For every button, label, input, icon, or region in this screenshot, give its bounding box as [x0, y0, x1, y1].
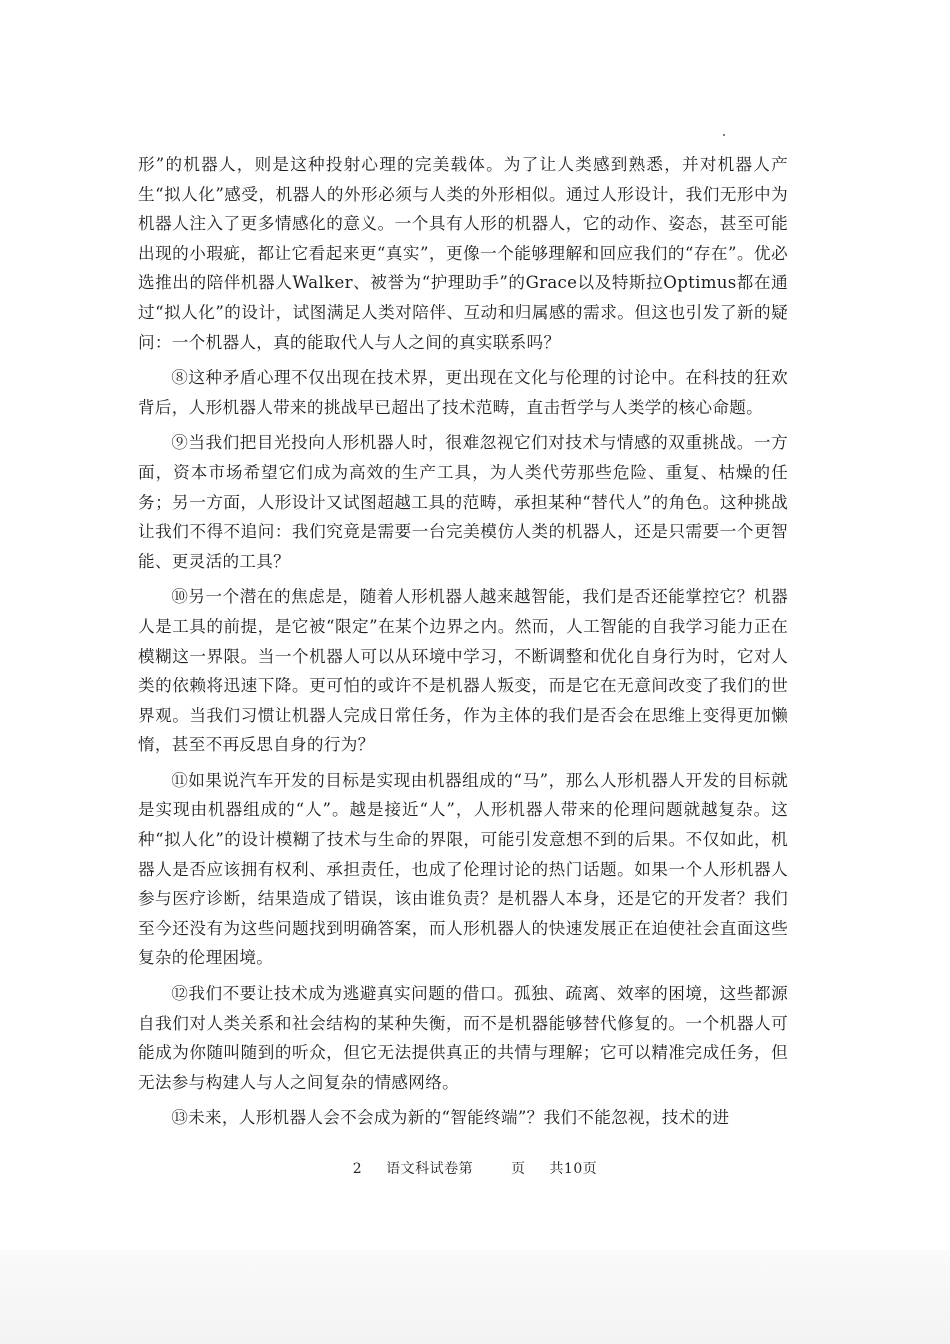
exam-text-body	[138, 150, 788, 1133]
paragraph-10: ⑩另一个潜在的焦虑是，随着人形机器人越来越智能，我们是否还能掌控它？机器人是工具的前提，是它被“限定”在某个边界之内。然而，人工智能的自我学习能力正在模糊这一界限。当一个机器人可以从环境中学习，不断调整和优化自身行为时，它对人类的依赖将迅速下降。更可怕的或许不是机器人叛变，而是它在无意间改变了我们的世界观。当我们习惯让机器人完成日常任务，作为主体的我们是否会在思维上变得更加懒惰，甚至不再反思自身的行为？	[138, 587, 788, 755]
footer-label: 语文科试卷第	[386, 1161, 474, 1177]
page-footer	[0, 1158, 950, 1178]
paragraph-continued: 形”的机器人，则是这种投射心理的完美载体。为了让人类感到熟悉，并对机器人产生“拟人化”感受，机器人的外形必须与人类的外形相似。通过人形设计，我们无形中为机器人注入了更多情感化的意义。一个具有人形的机器人，它的动作、姿态，甚至可能出现的小瑕疵，都让它看起来更“真实”，更像一个能够理解和回应我们的“存在”。优必选推出的陪伴机器人Walker、被誉为“护理助手”的Grace以及特斯拉Optimus都在通过“拟人化”的设计，试图满足人类对陪伴、互动和归属感的需求。但这也引发了新的疑问：一个机器人，真的能取代人与人之间的真实联系吗？	[138, 155, 788, 352]
paragraph-9: ⑨当我们把目光投向人形机器人时，很难忽视它们对技术与情感的双重挑战。一方面，资本市场希望它们成为高效的生产工具，为人类代劳那些危险、重复、枯燥的任务；另一方面，人形设计又试图超越工具的范畴，承担某种“替代人”的角色。这种挑战让我们不得不追问：我们究竟是需要一台完美模仿人类的机器人，还是只需要一个更智能、更灵活的工具？	[138, 433, 788, 571]
footer-page-word: 页	[511, 1161, 526, 1177]
footer-total: 共10页	[549, 1161, 598, 1177]
scan-bottom-band	[0, 1250, 950, 1344]
paragraph-13: ⑬未来，人形机器人会不会成为新的“智能终端”？我们不能忽视，技术的进	[171, 1108, 730, 1128]
footer-page-number: 2	[352, 1161, 363, 1177]
paragraph-8: ⑧这种矛盾心理不仅出现在技术界，更出现在文化与伦理的讨论中。在科技的狂欢背后，人形机器人带来的挑战早已超出了技术范畴，直击哲学与人类学的核心命题。	[138, 368, 788, 417]
scan-speck	[723, 134, 725, 136]
paragraph-11: ⑪如果说汽车开发的目标是实现由机器组成的“马”，那么人形机器人开发的目标就是实现由机器组成的“人”。越是接近“人”，人形机器人带来的伦理问题就越复杂。这种“拟人化”的设计模糊了技术与生命的界限，可能引发意想不到的后果。不仅如此，机器人是否应该拥有权利、承担责任，也成了伦理讨论的热门话题。如果一个人形机器人参与医疗诊断，结果造成了错误，该由谁负责？是机器人本身，还是它的开发者？我们至今还没有为这些问题找到明确答案，而人形机器人的快速发展正在迫使社会直面这些复杂的伦理困境。	[138, 770, 788, 968]
paragraph-12: ⑫我们不要让技术成为逃避真实问题的借口。孤独、疏离、效率的困境，这些都源自我们对人类关系和社会结构的某种失衡，而不是机器能够替代修复的。一个机器人可能成为你随叫随到的听众，但它无法提供真正的共情与理解；它可以精准完成任务，但无法参与构建人与人之间复杂的情感网络。	[138, 984, 788, 1092]
